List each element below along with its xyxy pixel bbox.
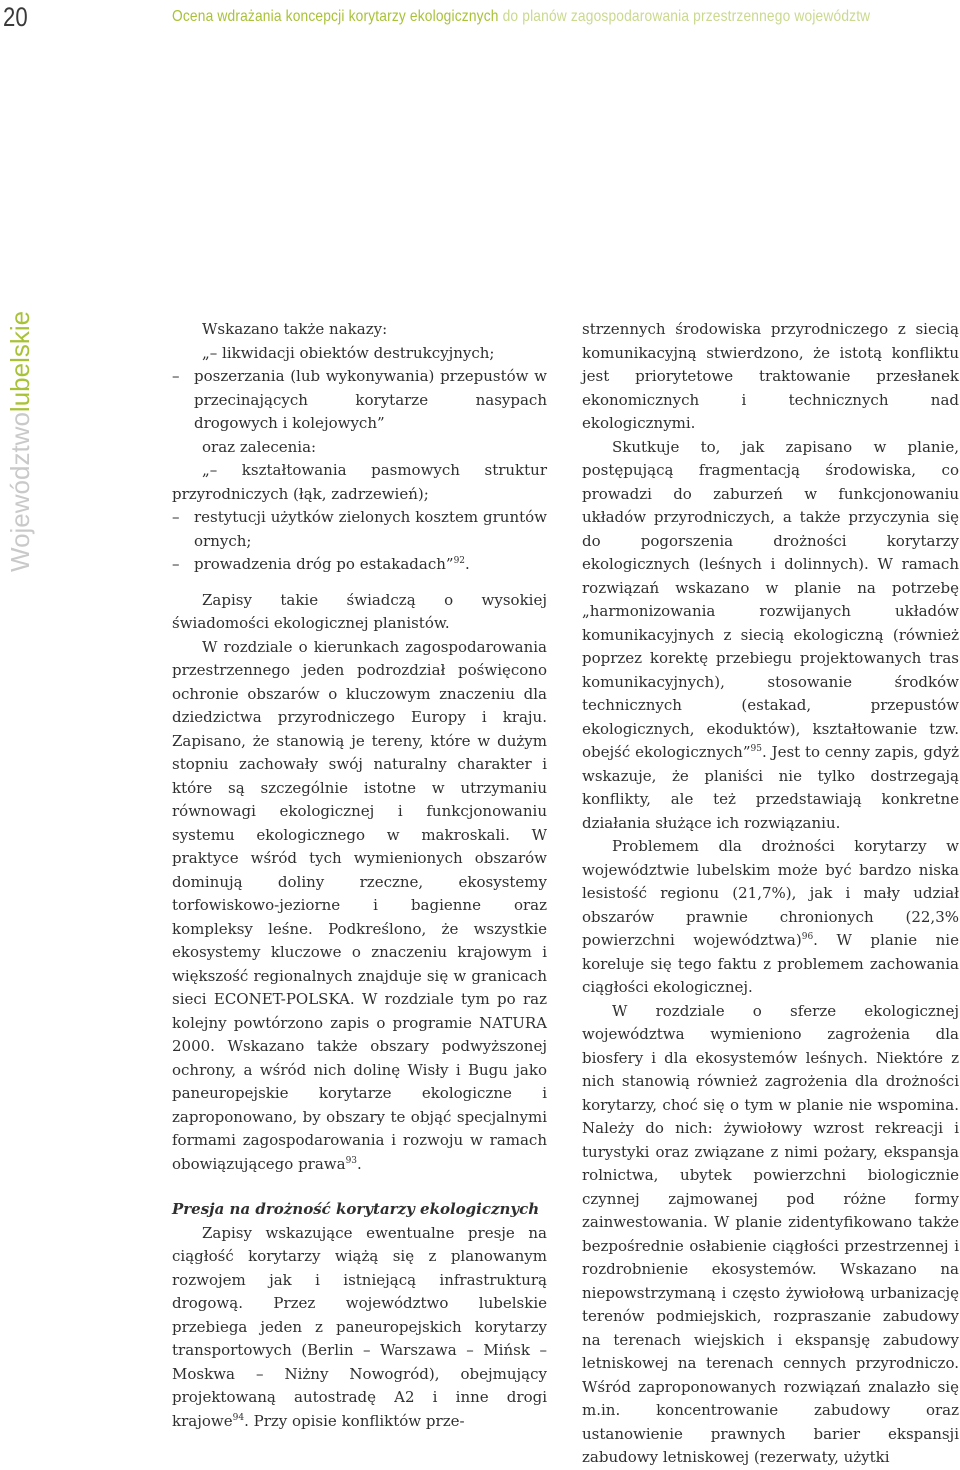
- paragraph-conflict-continued: strzennych środowiska przyrodniczego z siecią komunikacyjną stwierdzono, że istotą konfliktu jest priorytetowe traktowanie przesłanek ekonomicznych i technicznych nad ekologicznymi.: [582, 320, 959, 432]
- section-heading: Presja na drożność korytarzy ekologicznych: [172, 1200, 540, 1218]
- zalecenie-item-2: – restytucji użytków zielonych kosztem gruntów ornych;: [172, 506, 547, 553]
- zalecenie-item-3: [172, 553, 547, 577]
- zalecenie-item-1: „– kształtowania pasmowych struktur przyrodniczych (łąk, zadrzewień);: [172, 461, 547, 503]
- paragraph-key-areas: [172, 636, 547, 1177]
- footnote-92-punct: .: [465, 555, 470, 573]
- paragraph-forest-cover-tail: . W planie nie koreluje się tego faktu z problemem zachowania ciągłości ekologicznej.: [582, 931, 959, 996]
- page-number: 20: [3, 2, 28, 32]
- paragraph-key-areas-text: W rozdziale o kierunkach zagospodarowania przestrzennego jeden podrozdział poświęcono ochronie obszarów o kluczowym znaczeniu dla dziedzictwa przyrodniczego Europy i kraju. Zapisano, że stanowią je tereny, które w dużym stopniu zachowały swój naturalny charakter i które są szczególnie istotne w utrzymaniu równowagi ekologicznej i funkcjonowaniu systemu ekologicznego w makroskali. W praktyce wśród tych wymienionych obszarów dominują doliny rzeczne, ekosystemy torfowiskowo-jeziorne i bagienne oraz kompleksy leśne. Podkreślono, że wszystkie ekosystemy kluczowe o znaczeniu krajowym i większość regionalnych znajduje się w granicach sieci ECONET-POLSKA. W rozdziale tym po raz kolejny powtórzono zapis o programie NATURA 2000. Wskazano także obszary podwyższonej ochrony, a wśród nich dolinę Wisły i Bugu jako paneuropejskie korytarze ekologiczne i zaproponowano, by obszary te objąć specjalnymi formami zagospodarowania i rozwoju w ramach obowiązującego prawa: [172, 637, 547, 1173]
- running-title-main: Ocena wdrażania koncepcji korytarzy ekologicznych: [172, 8, 499, 25]
- running-title-sub: do planów zagospodarowania przestrzennego województw: [502, 8, 871, 25]
- footnote-ref-92: 92: [453, 556, 466, 566]
- footnote-ref-94: 94: [232, 1412, 245, 1423]
- zalecenie-item-3-text: prowadzenia dróg po estakadach”: [194, 555, 454, 573]
- paragraph-pressure-text: Zapisy wskazujące ewentualne presje na ciągłość korytarzy wiążą się z planowanym rozwojem jak i istniejącą infrastrukturą drogową. Przez województwo lubelskie przebiega jeden z paneuropejskich korytarzy transportowych (Berlin – Warszawa – Mińsk – Moskwa – Niżny Nowogród), obejmujący projektowaną autostradę A2 i inne drogi krajowe: [172, 1223, 547, 1430]
- page-header: [0, 0, 960, 38]
- nakazy-intro: Wskazano także nakazy:: [202, 320, 388, 338]
- paragraph-fragmentation-text: Skutkuje to, jak zapisano w planie, postępującą fragmentacją środowiska, co prowadzi do zaburzeń w funkcjonowaniu układów przyrodniczych, a także przyczynia się do pogorszenia drożności korytarzy ekologicznych (leśnych i dolinnych). W ramach rozwiązań wskazano w planie na potrzebę „harmonizowania rozwijanych układów komunikacyjnych z siecią ekologiczną (również poprzez korektę przebiegu projektowanych tras komunikacyjnych), stosowanie środków technicznych (estakad, przepustów ekologicznych, ekoduktów), kształtowanie tzw. obejść ekologicznych”: [582, 437, 959, 761]
- side-region-label: [5, 272, 35, 572]
- paragraph-pressure-tail: . Przy opisie konfliktów prze-: [244, 1411, 465, 1430]
- running-title: [172, 8, 870, 26]
- paragraph-threats: W rozdziale o sferze ekologicznej województwa wymieniono zagrożenia dla biosfery i dla ekosystemów leśnych. Niektóre z nich stanowią również zagrożenia dla drożności korytarzy, choć się o tym w planie nie wspomina. Należy do nich: żywiołowy wzrost rekreacji i turystyki oraz związane z nimi pożary, ekspansja rolnictwa, ubytek powierzchni biologicznie czynnej zajmowanej pod różne formy zainwestowania. W planie zidentyfikowano także bezpośrednie osłabienie ciągłości przestrzennej i rozdrobnienie ekosystemów. Wskazano na niepowstrzymaną i często żywiołową urbanizację terenów podmiejskich, rozpraszanie zabudowy na terenach wiejskich i ekspansję zabudowy letniskowej na terenach cennych przyrodniczo. Wśród zaproponowanych rozwiązań znalazło się m.in. koncentrowanie zabudowy oraz ustanowienie prawnych barier ekspansji zabudowy letniskowej (rezerwaty, użytki: [582, 1001, 959, 1466]
- zalecenia-intro: oraz zalecenia:: [202, 437, 317, 456]
- paragraph-pressure: [172, 1222, 547, 1434]
- right-column: [582, 318, 959, 1470]
- paragraph-forest-cover: [582, 835, 959, 1000]
- left-column: [172, 318, 547, 1433]
- footnote-ref-96: 96: [801, 932, 814, 942]
- side-label-word-1: Województwo: [5, 412, 35, 572]
- side-label-word-2: lubelskie: [5, 310, 35, 413]
- footnote-93-punct: .: [357, 1154, 362, 1173]
- footnote-ref-93: 93: [345, 1155, 358, 1166]
- nakaz-item-2: – poszerzania (lub wykonywania) przepustów w przecinających korytarze nasypach drogowych i kolejowych”: [172, 365, 547, 436]
- paragraph-forest-cover-text: Problemem dla drożności korytarzy w województwie lubelskim może być bardzo niska lesistość regionu (21,7%), jak i mały udział obszarów prawnie chronionych (22,3% powierzchni województwa): [582, 837, 959, 949]
- footnote-ref-95: 95: [750, 744, 762, 754]
- paragraph-fragmentation-tail: . Jest to cenny zapis, gdyż wskazuje, że planiści nie tylko dostrzegają konflikty, ale też przedstawiają konkretne działania służące ich rozwiązaniu.: [582, 743, 959, 832]
- nakaz-item-1: „– likwidacji obiektów destrukcyjnych;: [202, 343, 495, 362]
- paragraph-planners-awareness: Zapisy takie świadczą o wysokiej świadomości ekologicznej planistów.: [172, 590, 547, 632]
- paragraph-fragmentation: [582, 436, 959, 836]
